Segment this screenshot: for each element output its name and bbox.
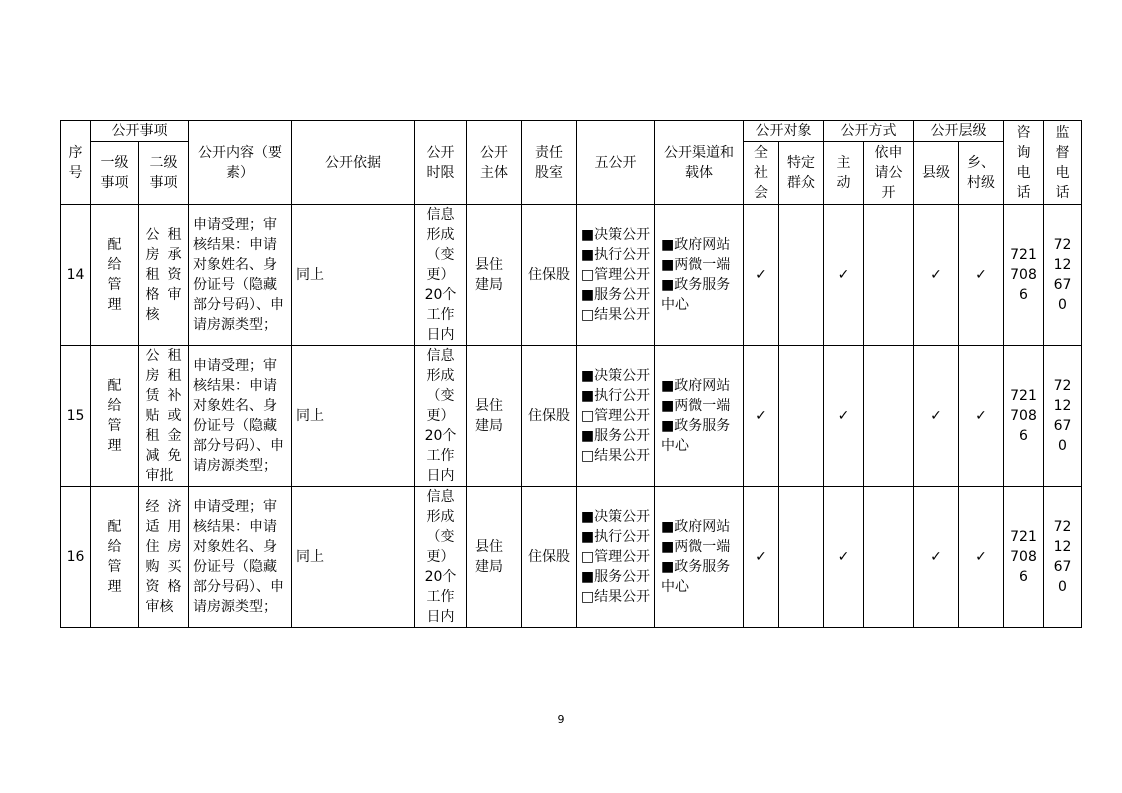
header-channel-text: 公开渠道和载体 xyxy=(664,144,734,181)
header-all-society-text: 全社会 xyxy=(754,145,768,201)
five-open-item: □结果公开 xyxy=(580,307,651,323)
cell-dept: 住保股 xyxy=(522,346,577,487)
header-subject xyxy=(467,121,522,205)
header-mode-group: 公开方式 xyxy=(824,121,914,142)
five-open-item: ■决策公开 xyxy=(580,509,651,525)
header-channel xyxy=(655,121,744,205)
channel-item: ■政府网站 xyxy=(661,519,731,535)
cell-level2-text: 经济适用住房购买资格审核 xyxy=(145,499,182,615)
cell-supervise-phone xyxy=(1044,346,1082,487)
header-on-request-text: 依申请公开 xyxy=(874,145,903,201)
header-supervise-phone xyxy=(1044,121,1082,205)
cell-basis: 同上 xyxy=(292,487,415,628)
header-seq xyxy=(61,121,91,205)
cell-five-open xyxy=(577,205,655,346)
header-county: 县级 xyxy=(914,142,959,205)
header-township xyxy=(959,142,1004,205)
cell-level1 xyxy=(91,205,139,346)
header-all-society xyxy=(744,142,779,205)
five-open-list xyxy=(581,225,650,325)
cell-content: 申请受理；审核结果：申请对象姓名、身份证号（隐藏部分号码）、申请房源类型； xyxy=(189,487,292,628)
cell-content: 申请受理；审核结果：申请对象姓名、身份证号（隐藏部分号码）、申请房源类型； xyxy=(189,346,292,487)
cell-supervise-phone-text: 7212670 xyxy=(1053,237,1072,313)
five-open-item: □管理公开 xyxy=(580,267,651,283)
cell-time-limit-text: 信息形成（变更）20个工作日内 xyxy=(424,348,457,484)
cell-consult-phone-text: 7217086 xyxy=(1010,247,1037,303)
header-township-text: 乡、村级 xyxy=(967,155,995,191)
cell-channel xyxy=(655,346,744,487)
cell-township: ✓ xyxy=(959,346,1004,487)
cell-consult-phone-text: 7217086 xyxy=(1010,388,1037,444)
disclosure-table xyxy=(60,120,1082,628)
header-active xyxy=(824,142,864,205)
cell-level2 xyxy=(139,487,189,628)
cell-all-society: ✓ xyxy=(744,487,779,628)
cell-five-open xyxy=(577,487,655,628)
header-time-limit-text: 公开时限 xyxy=(426,144,455,181)
header-level-group: 公开层级 xyxy=(914,121,1004,142)
table-row xyxy=(61,346,1082,487)
cell-supervise-phone-text: 7212670 xyxy=(1053,378,1072,454)
cell-county: ✓ xyxy=(914,487,959,628)
cell-basis: 同上 xyxy=(292,205,415,346)
five-open-item: ■服务公开 xyxy=(580,569,651,585)
five-open-list xyxy=(581,507,650,607)
header-five-open: 五公开 xyxy=(577,121,655,205)
cell-time-limit xyxy=(415,346,467,487)
five-open-item: ■决策公开 xyxy=(580,227,651,243)
cell-seq: 14 xyxy=(61,205,91,346)
five-open-item: ■执行公开 xyxy=(580,247,651,263)
cell-subject xyxy=(467,346,522,487)
header-level2-text: 二级事项 xyxy=(149,155,178,191)
cell-level2-text: 公租房承租资格审核 xyxy=(145,227,182,323)
cell-level1 xyxy=(91,487,139,628)
cell-supervise-phone xyxy=(1044,205,1082,346)
cell-seq: 15 xyxy=(61,346,91,487)
cell-active: ✓ xyxy=(824,487,864,628)
header-level1-text: 一级事项 xyxy=(100,155,129,191)
header-level1 xyxy=(91,142,139,205)
cell-seq: 16 xyxy=(61,487,91,628)
channel-list xyxy=(655,517,743,597)
cell-subject xyxy=(467,487,522,628)
cell-county: ✓ xyxy=(914,205,959,346)
header-supervise-phone-text: 监督电话 xyxy=(1055,124,1070,201)
cell-time-limit xyxy=(415,487,467,628)
header-specific-text: 特定群众 xyxy=(787,155,815,191)
table-row xyxy=(61,205,1082,346)
channel-list xyxy=(655,235,743,315)
cell-channel xyxy=(655,205,744,346)
channel-item: ■政府网站 xyxy=(661,378,731,394)
cell-subject xyxy=(467,205,522,346)
cell-channel xyxy=(655,487,744,628)
cell-township: ✓ xyxy=(959,205,1004,346)
cell-specific xyxy=(779,487,824,628)
cell-basis: 同上 xyxy=(292,346,415,487)
header-time-limit xyxy=(415,121,467,205)
five-open-item: ■执行公开 xyxy=(580,388,651,404)
channel-item: ■两微一端 xyxy=(661,539,731,555)
five-open-item: □结果公开 xyxy=(580,448,651,464)
header-subject-text: 公开主体 xyxy=(480,144,508,181)
five-open-item: ■服务公开 xyxy=(580,287,651,303)
header-seq-text: 序号 xyxy=(68,144,83,181)
cell-level2 xyxy=(139,205,189,346)
cell-five-open xyxy=(577,346,655,487)
cell-subject-text: 县住建局 xyxy=(475,539,503,575)
five-open-item: ■决策公开 xyxy=(580,368,651,384)
five-open-item: □结果公开 xyxy=(580,589,651,605)
five-open-item: ■服务公开 xyxy=(580,428,651,444)
header-consult-phone xyxy=(1004,121,1044,205)
cell-level1-text: 配给管理 xyxy=(107,519,122,595)
cell-specific xyxy=(779,346,824,487)
header-content xyxy=(189,121,292,205)
channel-item: ■两微一端 xyxy=(661,398,731,414)
five-open-list xyxy=(581,366,650,466)
channel-item: ■两微一端 xyxy=(661,257,731,273)
cell-time-limit-text: 信息形成（变更）20个工作日内 xyxy=(424,207,457,343)
header-dept xyxy=(522,121,577,205)
channel-item: ■政务服务中心 xyxy=(661,418,731,454)
cell-consult-phone-text: 7217086 xyxy=(1010,529,1037,585)
table-row xyxy=(61,487,1082,628)
cell-on-request xyxy=(864,346,914,487)
cell-time-limit xyxy=(415,205,467,346)
header-dept-text: 责任股室 xyxy=(535,144,563,181)
cell-on-request xyxy=(864,205,914,346)
cell-level1 xyxy=(91,346,139,487)
channel-item: ■政务服务中心 xyxy=(661,559,731,595)
five-open-item: ■执行公开 xyxy=(580,529,651,545)
header-content-text: 公开内容（要素） xyxy=(198,144,282,181)
cell-consult-phone xyxy=(1004,346,1044,487)
cell-township: ✓ xyxy=(959,487,1004,628)
cell-subject-text: 县住建局 xyxy=(475,257,503,293)
cell-active: ✓ xyxy=(824,205,864,346)
channel-item: ■政府网站 xyxy=(661,237,731,253)
header-consult-phone-text: 咨询电话 xyxy=(1016,124,1031,201)
header-specific xyxy=(779,142,824,205)
cell-on-request xyxy=(864,487,914,628)
cell-supervise-phone-text: 7212670 xyxy=(1053,519,1072,595)
five-open-item: □管理公开 xyxy=(580,408,651,424)
header-active-text: 主动 xyxy=(836,155,851,191)
cell-time-limit-text: 信息形成（变更）20个工作日内 xyxy=(424,489,457,625)
cell-county: ✓ xyxy=(914,346,959,487)
header-matters-group: 公开事项 xyxy=(91,121,189,142)
cell-supervise-phone xyxy=(1044,487,1082,628)
cell-consult-phone xyxy=(1004,205,1044,346)
header-target-group: 公开对象 xyxy=(744,121,824,142)
header-row-1 xyxy=(61,121,1082,142)
cell-all-society: ✓ xyxy=(744,205,779,346)
channel-item: ■政务服务中心 xyxy=(661,277,731,313)
cell-level2 xyxy=(139,346,189,487)
page-number: 9 xyxy=(557,713,565,726)
channel-list xyxy=(655,376,743,456)
cell-level1-text: 配给管理 xyxy=(107,237,122,313)
cell-dept: 住保股 xyxy=(522,487,577,628)
cell-level2-text: 公租房租赁补贴或租金减免审批 xyxy=(145,348,182,484)
header-level2 xyxy=(139,142,189,205)
cell-content: 申请受理；审核结果：申请对象姓名、身份证号（隐藏部分号码）、申请房源类型； xyxy=(189,205,292,346)
cell-consult-phone xyxy=(1004,487,1044,628)
header-basis: 公开依据 xyxy=(292,121,415,205)
cell-subject-text: 县住建局 xyxy=(475,398,503,434)
cell-level1-text: 配给管理 xyxy=(107,378,122,454)
five-open-item: □管理公开 xyxy=(580,549,651,565)
cell-all-society: ✓ xyxy=(744,346,779,487)
header-on-request xyxy=(864,142,914,205)
cell-dept: 住保股 xyxy=(522,205,577,346)
cell-active: ✓ xyxy=(824,346,864,487)
cell-specific xyxy=(779,205,824,346)
